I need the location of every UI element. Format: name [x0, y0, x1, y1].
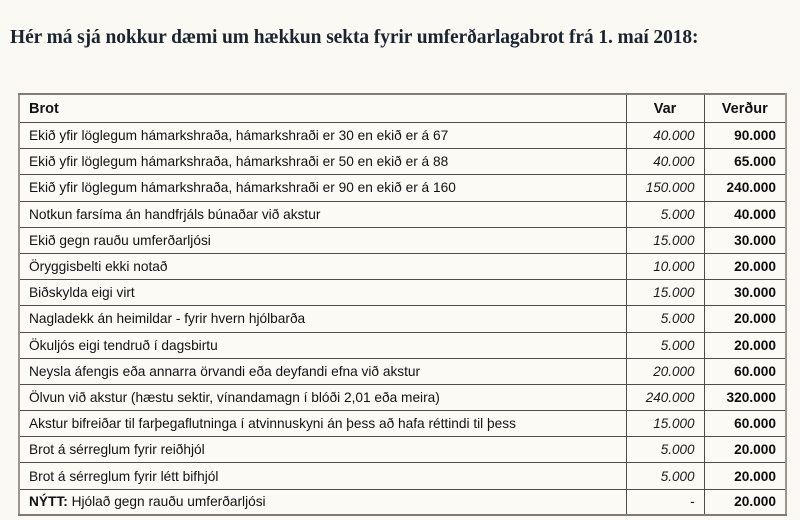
- cell-brot: Brot á sérreglum fyrir reiðhjól: [19, 437, 626, 463]
- cell-var: 20.000: [626, 358, 704, 384]
- cell-brot: [19, 489, 626, 515]
- cell-var: 5.000: [626, 332, 704, 358]
- cell-var: 5.000: [626, 306, 704, 332]
- cell-var: 40.000: [626, 123, 704, 149]
- table-row: [19, 227, 786, 253]
- table-row: [19, 201, 786, 227]
- cell-var: -: [626, 489, 704, 515]
- cell-var: 15.000: [626, 280, 704, 306]
- cell-var: 150.000: [626, 175, 704, 201]
- cell-var: 40.000: [626, 149, 704, 175]
- cell-verdur: 20.000: [704, 489, 786, 515]
- cell-var: 5.000: [626, 463, 704, 489]
- cell-brot: Brot á sérreglum fyrir létt bifhjól: [19, 463, 626, 489]
- cell-verdur: 60.000: [704, 411, 786, 437]
- cell-brot: Ölvun við akstur (hæstu sektir, vínandamagn í blóði 2,01 eða meira): [19, 384, 626, 410]
- cell-brot: Ekið yfir löglegum hámarkshraða, hámarkshraði er 50 en ekið er á 88: [19, 149, 626, 175]
- table-header: [19, 94, 786, 123]
- cell-brot-text: Hjólað gegn rauðu umferðarljósi: [67, 494, 266, 510]
- cell-brot: Öryggisbelti ekki notað: [19, 253, 626, 279]
- cell-brot: Ökuljós eigi tendruð í dagsbirtu: [19, 332, 626, 358]
- cell-brot: Nagladekk án heimildar - fyrir hvern hjólbarða: [19, 306, 626, 332]
- cell-brot: Notkun farsíma án handfrjáls búnaðar við akstur: [19, 201, 626, 227]
- column-header-var: Var: [626, 94, 704, 123]
- fines-table-container: [18, 93, 785, 516]
- table-row: [19, 253, 786, 279]
- cell-verdur: 30.000: [704, 280, 786, 306]
- cell-brot: Ekið gegn rauðu umferðarljósi: [19, 227, 626, 253]
- table-row: [19, 123, 786, 149]
- cell-var: 240.000: [626, 384, 704, 410]
- page-title: Hér má sjá nokkur dæmi um hækkun sekta fyrir umferðarlagabrot frá 1. maí 2018:: [10, 27, 699, 49]
- table-row: [19, 384, 786, 410]
- cell-var: 15.000: [626, 227, 704, 253]
- cell-brot: Neysla áfengis eða annarra örvandi eða deyfandi efna við akstur: [19, 358, 626, 384]
- cell-brot: Ekið yfir löglegum hámarkshraða, hámarkshraði er 90 en ekið er á 160: [19, 175, 626, 201]
- cell-verdur: 320.000: [704, 384, 786, 410]
- table-row: [19, 358, 786, 384]
- cell-verdur: 20.000: [704, 437, 786, 463]
- table-row: [19, 306, 786, 332]
- cell-verdur: 40.000: [704, 201, 786, 227]
- table-row: [19, 463, 786, 489]
- cell-verdur: 240.000: [704, 175, 786, 201]
- cell-brot: Akstur bifreiðar til farþegaflutninga í atvinnuskyni án þess að hafa réttindi til þess: [19, 411, 626, 437]
- cell-brot: Ekið yfir löglegum hámarkshraða, hámarkshraði er 30 en ekið er á 67: [19, 123, 626, 149]
- fines-table: [18, 93, 787, 516]
- table-row: [19, 489, 786, 515]
- cell-var: 5.000: [626, 201, 704, 227]
- cell-verdur: 20.000: [704, 332, 786, 358]
- table-row: [19, 280, 786, 306]
- cell-verdur: 65.000: [704, 149, 786, 175]
- column-header-verdur: Verður: [704, 94, 786, 123]
- cell-verdur: 20.000: [704, 463, 786, 489]
- new-badge: NÝTT:: [29, 494, 68, 510]
- cell-verdur: 20.000: [704, 306, 786, 332]
- cell-verdur: 90.000: [704, 123, 786, 149]
- cell-var: 10.000: [626, 253, 704, 279]
- cell-var: 15.000: [626, 411, 704, 437]
- column-header-brot: Brot: [19, 94, 626, 123]
- table-row: [19, 332, 786, 358]
- table-header-row: [19, 94, 786, 123]
- table-body: [19, 123, 786, 516]
- cell-verdur: 60.000: [704, 358, 786, 384]
- cell-brot: Biðskylda eigi virt: [19, 280, 626, 306]
- table-row: [19, 437, 786, 463]
- cell-verdur: 20.000: [704, 253, 786, 279]
- cell-verdur: 30.000: [704, 227, 786, 253]
- table-row: [19, 411, 786, 437]
- cell-var: 5.000: [626, 437, 704, 463]
- table-row: [19, 175, 786, 201]
- table-row: [19, 149, 786, 175]
